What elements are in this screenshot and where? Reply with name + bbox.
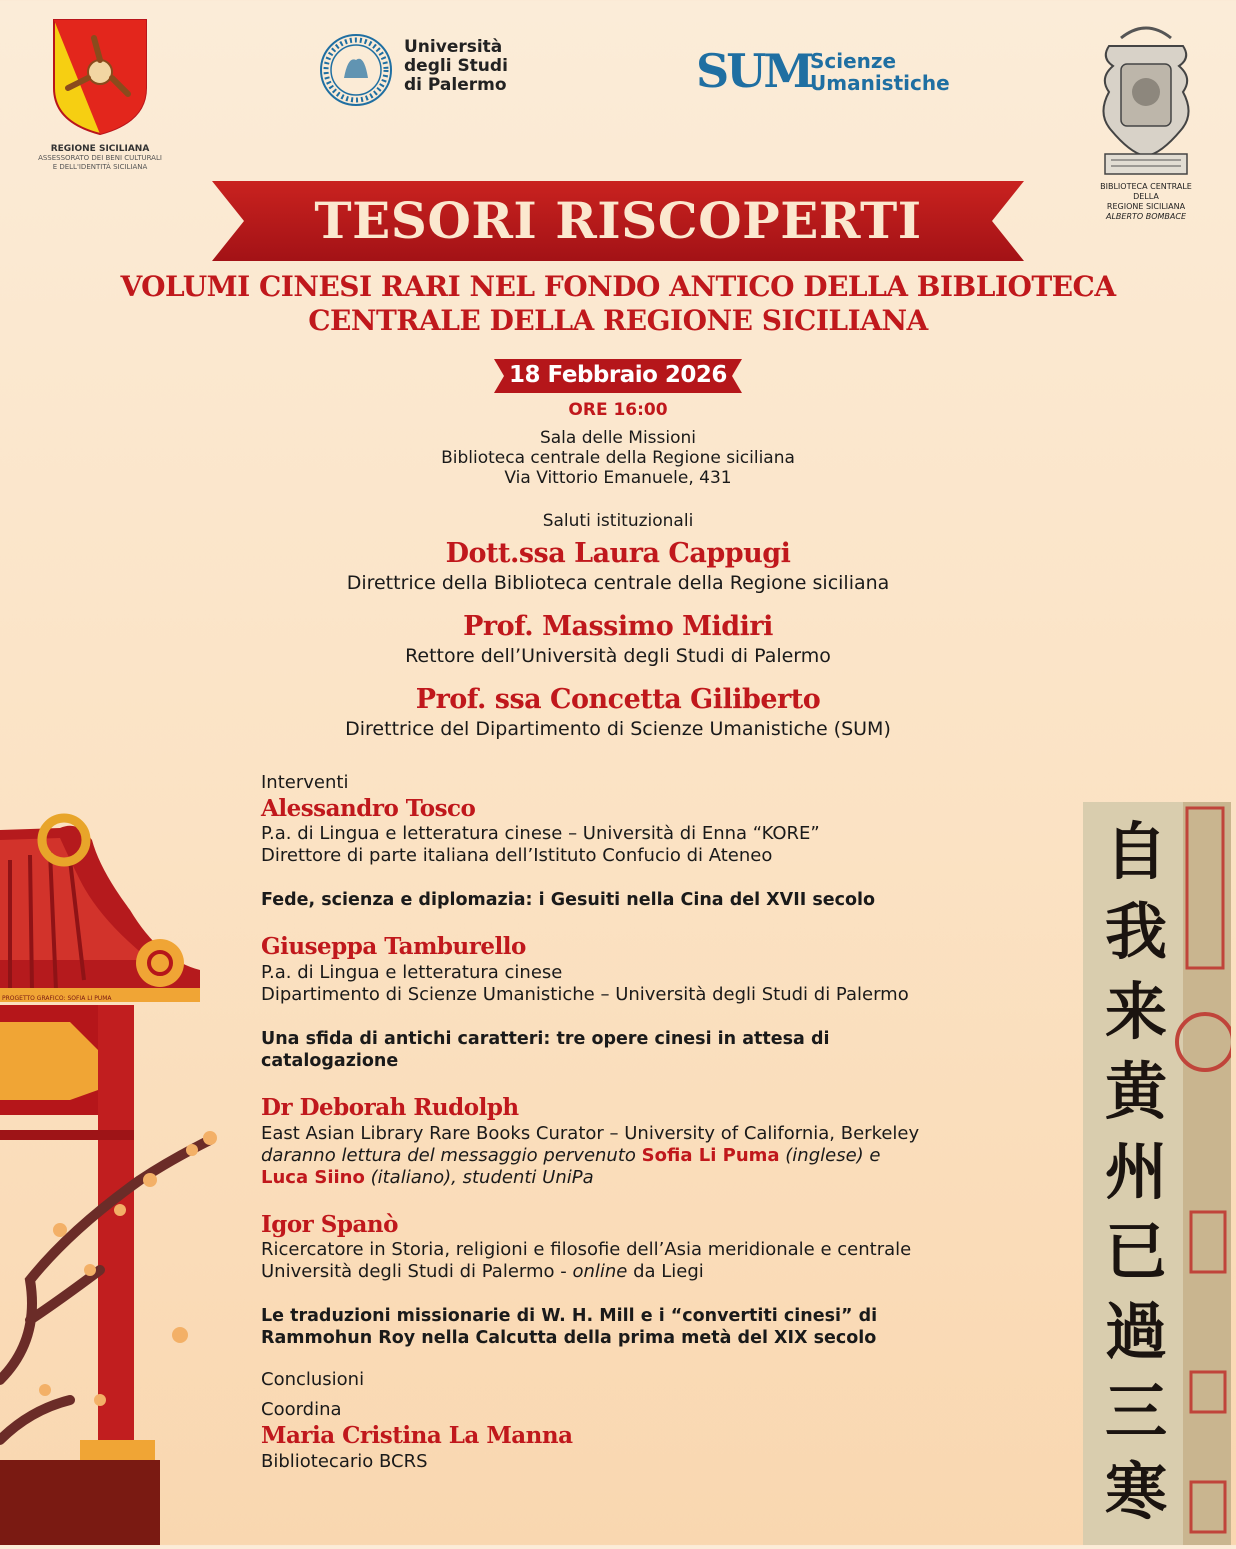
scroll-char-6: 已 bbox=[1104, 1215, 1167, 1288]
unipa-line-2: degli Studi bbox=[404, 56, 508, 76]
subtitle-line-2: CENTRALE DELLA REGIONE SICILIANA bbox=[308, 304, 928, 337]
coordinator-name: Maria Cristina La Manna bbox=[261, 1422, 573, 1449]
venue bbox=[0, 428, 1236, 488]
scroll-char-9: 寒 bbox=[1104, 1455, 1167, 1528]
saluti-name-1: Dott.ssa Laura Cappugi bbox=[445, 538, 791, 569]
scroll-char-8: 三 bbox=[1104, 1375, 1167, 1448]
scroll-char-3: 来 bbox=[1104, 975, 1167, 1048]
speaker-name-2: Giuseppa Tamburello bbox=[261, 933, 526, 960]
biblioteca-caption-2: DELLA bbox=[1133, 192, 1159, 201]
talk-title-1: Fede, scienza e diplomazia: i Gesuiti nella Cina del XVII secolo bbox=[261, 890, 876, 910]
saluti-name-3: Prof. ssa Concetta Giliberto bbox=[415, 684, 821, 715]
scroll-char-7: 過 bbox=[1104, 1295, 1167, 1368]
speaker-4-aff-line-1: Ricercatore in Storia, religioni e filosofie dell’Asia meridionale e centrale bbox=[261, 1239, 912, 1260]
saluti-label: Saluti istituzionali bbox=[542, 511, 694, 531]
saluti-role-2: Rettore dell’Università degli Studi di Palermo bbox=[405, 645, 831, 667]
sum-abbr: SUM bbox=[696, 44, 812, 98]
event-date: 18 Febbraio 2026 bbox=[509, 362, 727, 388]
biblioteca-caption-3: REGIONE SICILIANA bbox=[1106, 202, 1186, 211]
unipa-logo bbox=[318, 32, 518, 112]
speaker-1-aff-line-2: Direttore di parte italiana dell’Istituto Confucio di Ateneo bbox=[261, 845, 773, 866]
scroll-char-4: 黄 bbox=[1104, 1055, 1167, 1128]
speaker-name-4: Igor Spanò bbox=[261, 1211, 398, 1238]
speaker-name-3: Dr Deborah Rudolph bbox=[261, 1094, 519, 1121]
talk-2-line-1: Una sfida di antichi caratteri: tre opere cinesi in attesa di bbox=[261, 1029, 830, 1049]
speaker-4-aff-pre: Università degli Studi di Palermo - bbox=[261, 1261, 573, 1282]
scroll-char-5: 州 bbox=[1104, 1135, 1167, 1208]
reader-2-name: Luca Siino bbox=[261, 1167, 365, 1188]
saluti-role-1: Direttrice della Biblioteca centrale della Regione siciliana bbox=[346, 572, 890, 594]
speaker-3-reading-line-2 bbox=[261, 1167, 1021, 1189]
unipa-seal-icon bbox=[318, 32, 394, 108]
sum-line-1: Scienze bbox=[810, 49, 897, 73]
coordina-label: Coordina bbox=[261, 1399, 342, 1420]
saluti-role-3: Direttrice del Dipartimento di Scienze Umanistiche (SUM) bbox=[345, 718, 891, 740]
scroll-char-2: 我 bbox=[1104, 895, 1167, 968]
biblioteca-caption-1: BIBLIOTECA CENTRALE bbox=[1100, 182, 1192, 191]
speaker-affiliation-4 bbox=[261, 1239, 1021, 1283]
speaker-1-aff-line-1: P.a. di Lingua e letteratura cinese – Università di Enna “KORE” bbox=[261, 823, 820, 844]
regione-caption-1: ASSESSORATO DEI BENI CULTURALI bbox=[38, 154, 162, 162]
pavilion-credit: PROGETTO GRAFICO: SOFIA LI PUMA bbox=[2, 995, 112, 1002]
speaker-3-reading-line-1 bbox=[261, 1145, 1021, 1167]
unipa-line-3: di Palermo bbox=[404, 75, 507, 95]
venue-line-3: Via Vittorio Emanuele, 431 bbox=[504, 468, 732, 488]
talk-2-line-2: catalogazione bbox=[261, 1051, 399, 1071]
unipa-line-1: Università bbox=[404, 37, 503, 57]
sum-line-2: Umanistiche bbox=[810, 71, 950, 95]
regione-shield-icon bbox=[50, 18, 150, 136]
biblioteca-crest-icon bbox=[1091, 18, 1201, 178]
event-title: TESORI RISCOPERTI bbox=[314, 191, 922, 250]
event-time: ORE 16:00 bbox=[568, 400, 668, 420]
chinese-pavilion-illustration bbox=[0, 800, 240, 1545]
reading-text: daranno lettura del messaggio pervenuto bbox=[261, 1145, 636, 1166]
speaker-2-aff-line-2: Dipartimento di Scienze Umanistiche – Università degli Studi di Palermo bbox=[261, 984, 909, 1005]
talk-title-4 bbox=[261, 1305, 1021, 1349]
talk-4-line-1: Le traduzioni missionarie di W. H. Mill e i “convertiti cinesi” di bbox=[261, 1306, 878, 1326]
regione-name: REGIONE SICILIANA bbox=[50, 144, 150, 154]
speaker-name-1: Alessandro Tosco bbox=[261, 795, 476, 822]
regione-caption-2: E DELL'IDENTITÀ SICILIANA bbox=[52, 163, 148, 171]
calligraphy-scroll bbox=[1083, 802, 1231, 1545]
event-subtitle bbox=[0, 270, 1236, 338]
speaker-affiliation-2 bbox=[261, 962, 1021, 1006]
scroll-calligraphy-text bbox=[1091, 812, 1181, 1532]
speaker-4-aff-line-2 bbox=[261, 1261, 1021, 1283]
talk-4-line-2: Rammohun Roy nella Calcutta della prima metà del XIX secolo bbox=[261, 1328, 877, 1348]
coordinator-role: Bibliotecario BCRS bbox=[261, 1451, 428, 1472]
speaker-2-aff-line-1: P.a. di Lingua e letteratura cinese bbox=[261, 962, 563, 983]
reader-2-language: (italiano), studenti UniPa bbox=[370, 1167, 594, 1188]
regione-siciliana-logo bbox=[30, 18, 170, 172]
biblioteca-logo bbox=[1086, 18, 1206, 222]
speaker-affiliation-3 bbox=[261, 1123, 1021, 1189]
reader-1-language: (inglese) e bbox=[785, 1145, 881, 1166]
scroll-char-1: 自 bbox=[1104, 815, 1167, 888]
sum-logo bbox=[696, 44, 986, 104]
reader-1-name: Sofia Li Puma bbox=[641, 1145, 780, 1166]
saluti-name-2: Prof. Massimo Midiri bbox=[463, 611, 773, 642]
conclusioni-label: Conclusioni bbox=[261, 1369, 365, 1390]
biblioteca-caption-4: ALBERTO BOMBACE bbox=[1105, 212, 1187, 221]
speaker-4-aff-post: da Liegi bbox=[627, 1261, 704, 1282]
subtitle-line-1: VOLUMI CINESI RARI NEL FONDO ANTICO DELLA BIBLIOTECA bbox=[120, 270, 1116, 303]
talk-title-2 bbox=[261, 1028, 1021, 1072]
interventi-label: Interventi bbox=[261, 772, 349, 793]
venue-line-1: Sala delle Missioni bbox=[539, 428, 697, 448]
speaker-3-aff-line-1: East Asian Library Rare Books Curator – University of California, Berkeley bbox=[261, 1123, 920, 1144]
speaker-affiliation-1 bbox=[261, 823, 1021, 867]
venue-line-2: Biblioteca centrale della Regione siciliana bbox=[441, 448, 795, 468]
speaker-4-online: online bbox=[572, 1261, 628, 1282]
